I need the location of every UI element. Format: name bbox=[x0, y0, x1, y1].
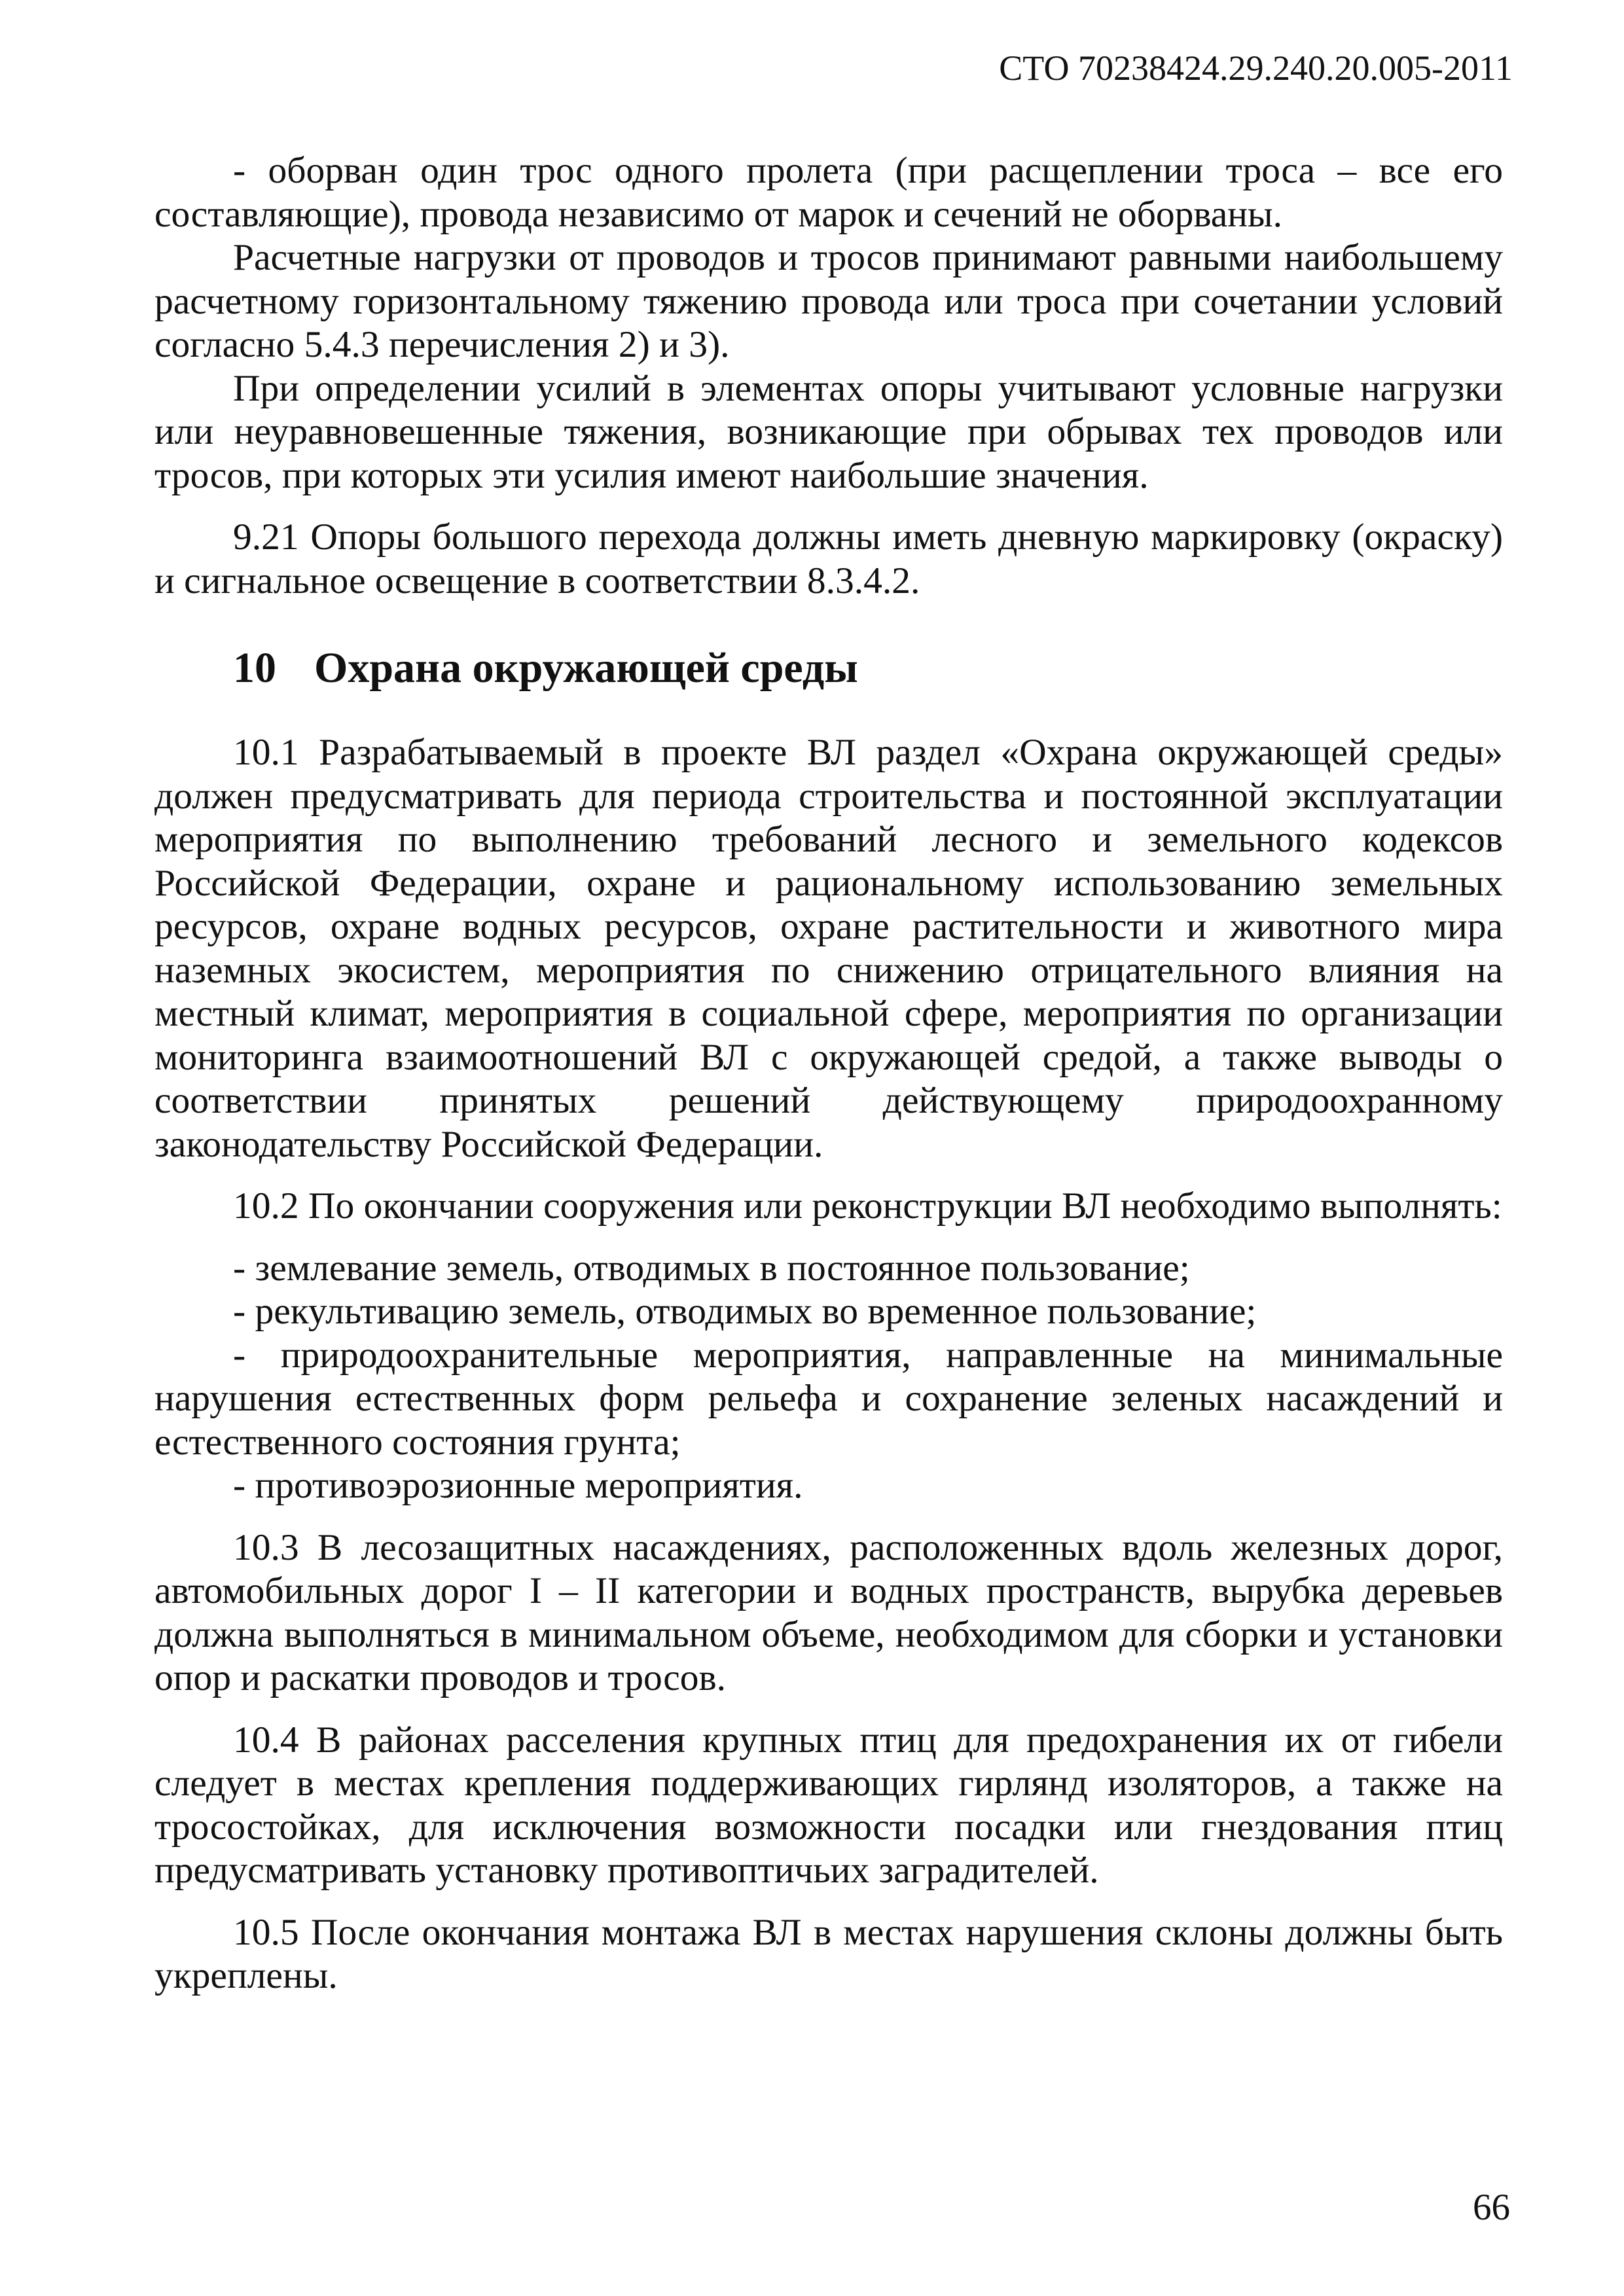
paragraph-design-loads: Расчетные нагрузки от проводов и тросов принимают равными наибольшему расчетному горизонтальному тяжению провода или троса при сочетании условий согласно 5.4.3 перечисления 2) и 3). bbox=[154, 237, 1503, 365]
paragraph-10-3: 10.3 В лесозащитных насаждениях, расположенных вдоль железных дорог, автомобильных дорог I – II категории и водных пространств, вырубка деревьев должна выполняться в минимальном объеме, необходимом для сборки и установки опор и раскатки проводов и тросов. bbox=[154, 1526, 1503, 1698]
list-item: - противоэрозионные мероприятия. bbox=[233, 1465, 803, 1506]
paragraph-10-1: 10.1 Разрабатываемый в проекте ВЛ раздел «Охрана окружающей среды» должен предусматривать для периода строительства и постоянной эксплуатации мероприятия по выполнению требований лесного и земельного кодексов Российской Федерации, охране и рациональному использованию земельных ресурсов, охране водных ресурсов, охране растительности и животного мира наземных экосистем, мероприятия по снижению отрицательного влияния на местный климат, мероприятия в социальной сфере, мероприятия по организации мониторинга взаимоотношений ВЛ с окружающей средой, а также выводы о соответствии принятых решений действующему природоохранному законодательству Российской Федерации. bbox=[154, 732, 1503, 1165]
list-item: - природоохранительные мероприятия, направленные на минимальные нарушения естественных форм рельефа и сохранение зеленых насаждений и естественного состояния грунта; bbox=[154, 1334, 1503, 1463]
page-content bbox=[154, 149, 1503, 1998]
paragraph-force-determination: При определении усилий в элементах опоры учитывают условные нагрузки или неуравновешенные тяжения, возникающие при обрывах тех проводов или тросов, при которых эти усилия имеют наибольшие значения. bbox=[154, 367, 1503, 496]
list-item: - рекультивацию земель, отводимых во временное пользование; bbox=[233, 1291, 1257, 1332]
paragraph-cable-broken: - оборван один трос одного пролета (при расщеплении троса – все его составляющие), провода независимо от марок и сечений не оборваны. bbox=[154, 150, 1503, 235]
paragraph-9-21: 9.21 Опоры большого перехода должны иметь дневную маркировку (окраску) и сигнальное освещение в соответствии 8.3.4.2. bbox=[154, 516, 1503, 601]
paragraph-10-4: 10.4 В районах расселения крупных птиц для предохранения их от гибели следует в местах крепления поддерживающих гирлянд изоляторов, а также на тросостойках, для исключения возможности посадки или гнездования птиц предусматривать установку противоптичьих заградителей. bbox=[154, 1719, 1503, 1891]
paragraph-10-2: 10.2 По окончании сооружения или реконструкции ВЛ необходимо выполнять: bbox=[233, 1185, 1502, 1227]
section-title: Охрана окружающей среды bbox=[314, 644, 858, 692]
section-heading bbox=[154, 643, 1503, 693]
paragraph-10-5: 10.5 После окончания монтажа ВЛ в местах нарушения склоны должны быть укреплены. bbox=[154, 1911, 1503, 1996]
list-item: - землевание земель, отводимых в постоянное пользование; bbox=[233, 1247, 1190, 1289]
section-number: 10 bbox=[233, 644, 276, 692]
page-number: 66 bbox=[1473, 2187, 1510, 2228]
document-code: СТО 70238424.29.240.20.005-2011 bbox=[999, 48, 1513, 88]
